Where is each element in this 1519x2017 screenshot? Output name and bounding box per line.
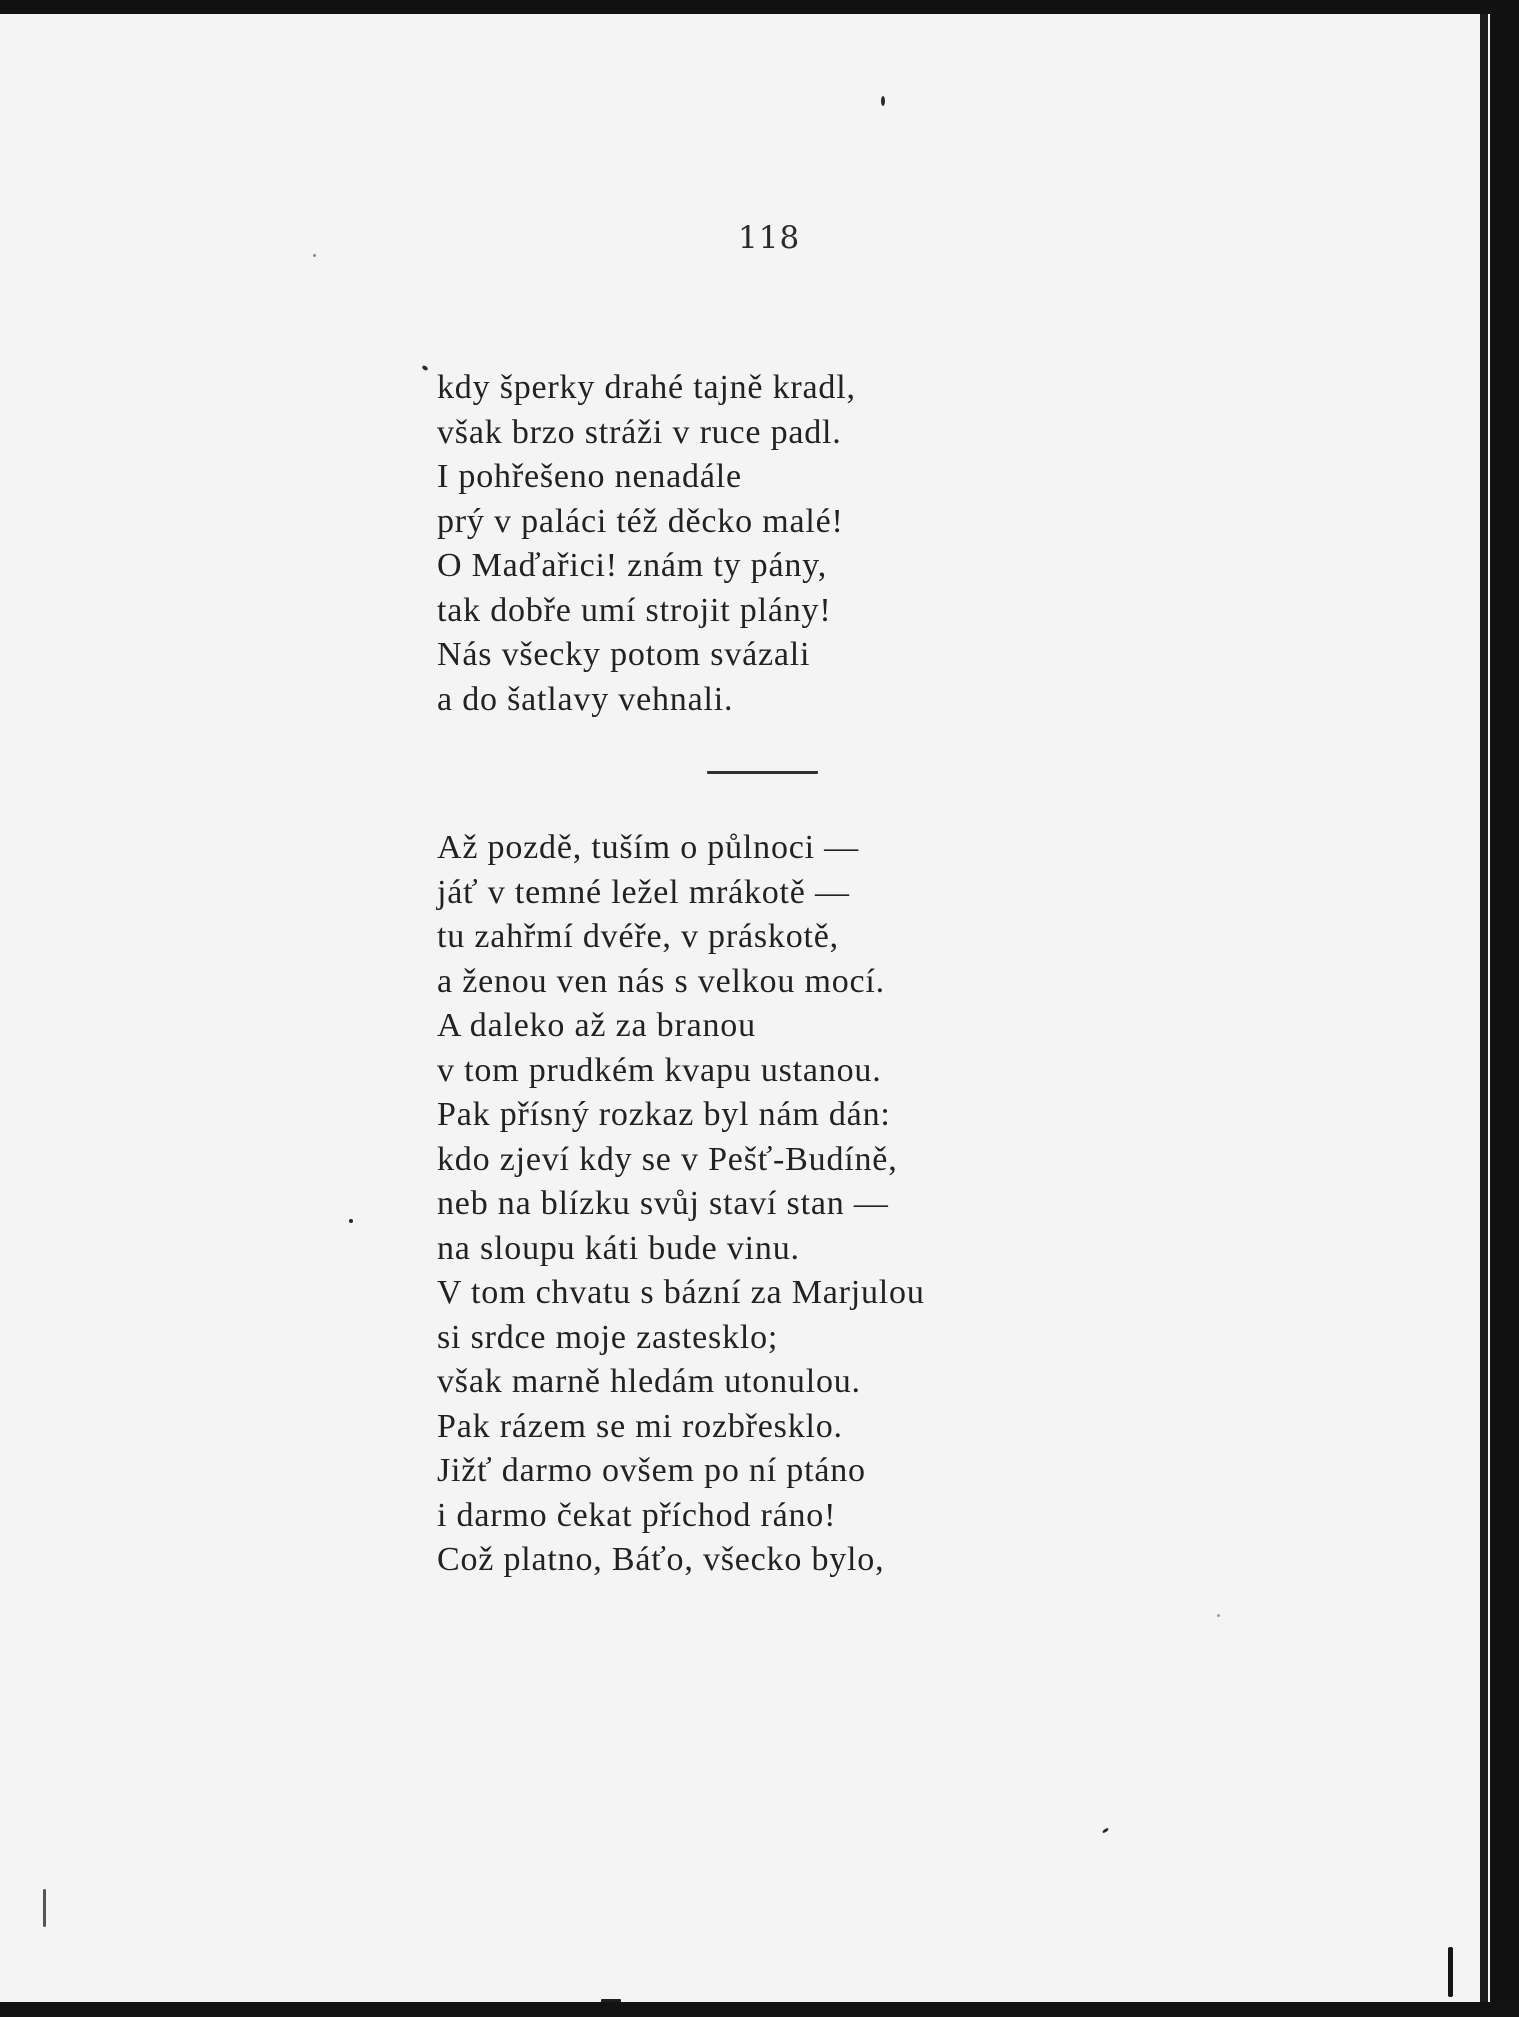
ink-speck bbox=[881, 96, 885, 106]
poem-line: kdy šperky drahé tajně kradl, bbox=[437, 369, 856, 406]
poem-line: a do šatlavy vehnali. bbox=[437, 680, 734, 718]
poem-line: si srdce moje zastesklo; bbox=[437, 1318, 779, 1356]
poem-line: však marně hledám utonulou. bbox=[437, 1363, 861, 1400]
poem-line: I pohřešeno nenadále bbox=[437, 458, 742, 495]
section-divider bbox=[707, 771, 818, 774]
poem-line: A daleko až za branou bbox=[437, 1007, 756, 1044]
poem-line: neb na blízku svůj staví stan — bbox=[437, 1185, 889, 1222]
poem-line: kdo zjeví kdy se v Pešť-Budíně, bbox=[437, 1140, 898, 1178]
poem-line: Jižť darmo ovšem po ní ptáno bbox=[437, 1452, 866, 1489]
poem-line: Pak přísný rozkaz byl nám dán: bbox=[437, 1096, 891, 1133]
ink-speck bbox=[1217, 1614, 1220, 1617]
page-number: 118 bbox=[738, 220, 801, 256]
poem-line: Což platno, Báťo, všecko bylo, bbox=[437, 1541, 885, 1578]
poem-line: na sloupu káti bude vinu. bbox=[437, 1229, 800, 1267]
poem-line: O Maďařici! znám ty pány, bbox=[437, 547, 828, 584]
poem-line: Nás všecky potom svázali bbox=[437, 636, 811, 673]
poem-line: jáť v temné ležel mrákotě — bbox=[437, 873, 850, 911]
poem-line: Pak rázem se mi rozbřesklo. bbox=[437, 1407, 843, 1445]
scan-mark bbox=[43, 1889, 46, 1927]
poem-stanza-1 bbox=[437, 366, 856, 722]
book-page bbox=[0, 14, 1490, 2004]
scan-edge-right bbox=[1480, 14, 1488, 2004]
scan-edge-bottom bbox=[0, 2002, 1519, 2017]
ink-speck bbox=[421, 365, 428, 372]
poem-line: však brzo stráži v ruce padl. bbox=[437, 413, 842, 451]
scan-mark bbox=[1448, 1947, 1453, 1997]
poem-stanza-2 bbox=[437, 826, 925, 1583]
poem-line: Až pozdě, tuším o půlnoci — bbox=[437, 829, 859, 866]
poem-line: prý v paláci též děcko malé! bbox=[437, 502, 844, 540]
poem-line: v tom prudkém kvapu ustanou. bbox=[437, 1051, 882, 1089]
ink-speck bbox=[1102, 1827, 1109, 1833]
ink-speck bbox=[313, 254, 316, 257]
poem-line: tu zahřmí dvéře, v práskotě, bbox=[437, 918, 839, 955]
poem-line: a ženou ven nás s velkou mocí. bbox=[437, 962, 885, 1000]
poem-line: tak dobře umí strojit plány! bbox=[437, 591, 832, 629]
poem-line: V tom chvatu s bázní za Marjulou bbox=[437, 1274, 925, 1311]
ink-speck bbox=[349, 1219, 353, 1223]
poem-line: i darmo čekat příchod ráno! bbox=[437, 1496, 837, 1534]
